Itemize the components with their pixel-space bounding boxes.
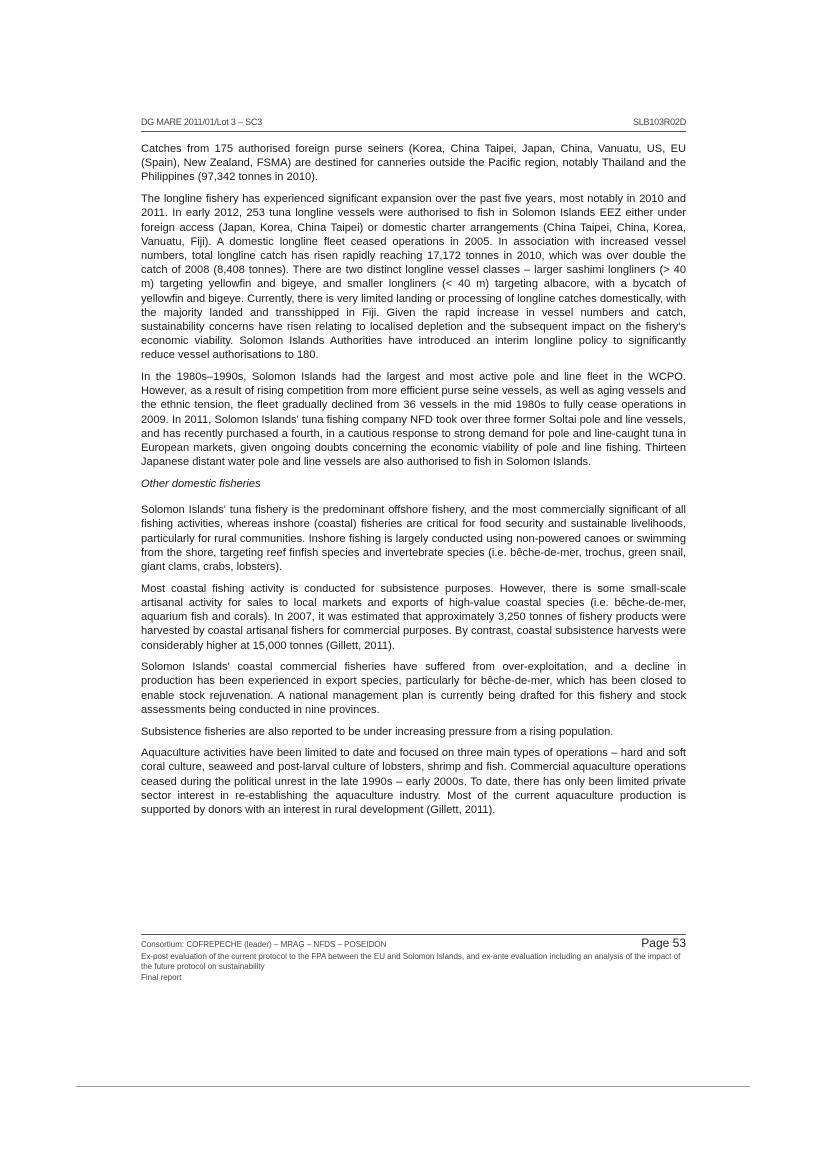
paragraph-subsistence: Subsistence fisheries are also reported to be under increasing pressure from a rising population. — [141, 725, 614, 738]
section-heading: Other domestic fisheries — [141, 477, 261, 490]
paragraph-purse-seine: Catches from 175 authorised foreign purse seiners (Korea, China Taipei, Japan, China, Vanuatu, US, EU (Spain), New Zealand, FSMA) are destined for canneries outside the Pacific region, notably Thailand and the Philippines (97,342 tonnes in 2010). — [141, 143, 686, 184]
page-bottom-divider — [76, 1086, 750, 1087]
paragraph-coastal-commercial: Solomon Islands' coastal commercial fisheries have suffered from over-exploitation, and a decline in production has been experienced in export species, particularly for bêche-de-mer, which has been closed to enable stock rejuvenation. A national management plan is currently being drafted for this fishery and stock assessments being conducted in nine provinces. — [141, 661, 686, 716]
page-footer — [141, 934, 686, 983]
page-number: Page 53 — [641, 936, 686, 950]
paragraph-inshore-fisheries: Solomon Islands' tuna fishery is the predominant offshore fishery, and the most commercially significant of all fishing activities, whereas inshore (coastal) fisheries are critical for food security and sustainable livelihoods, particularly for rural communities. Inshore fishing is largely conducted using non-powered canoes or swimming from the shore, targeting reef finfish species and invertebrate species (i.e. bêche-de-mer, trochus, green snail, giant clams, crabs, lobsters). — [141, 504, 686, 573]
paragraph-longline: The longline fishery has experienced significant expansion over the past five years, most notably in 2010 and 2011. In early 2012, 253 tuna longline vessels were authorised to fish in Solomon Islands EEZ either under foreign access (Japan, Korea, China Taipei) or domestic charter arrangements (China Taipei, China, Korea, Vanuatu, Fiji). A domestic longline fleet ceased operations in 2005. In association with increased vessel numbers, total longline catch has risen rapidly reaching 17,172 tonnes in 2010, which was over double the catch of 2008 (8,408 tonnes). There are two distinct longline vessel classes – larger sashimi longliners (> 40 m) targeting yellowfin and bigeye, and smaller longliners (< 40 m) targeting albacore, with a bycatch of yellowfin and bigeye. Currently, there is very limited landing or processing of longline catches domestically, with the majority landed and transshipped in Fiji. Given the rapid increase in vessel numbers and catch, sustainability concerns have risen relating to localised depletion and the subsequent impact on the fishery's economic viability. Solomon Islands Authorities have introduced an interim longline policy to significantly reduce vessel authorisations to 180. — [141, 193, 686, 362]
footer-report-type: Final report — [141, 973, 182, 982]
footer-consortium: Consortium: COFREPECHE (leader) – MRAG – NFDS – POSEIDON — [141, 940, 387, 949]
page-header — [141, 117, 686, 132]
footer-description: Ex-post evaluation of the current protocol to the FPA between the EU and Solomon Islands, and ex-ante evaluation including an analysis of the impact of the future protocol on sustainability — [141, 952, 681, 971]
paragraph-aquaculture: Aquaculture activities have been limited to date and focused on three main types of operations – hard and soft coral culture, seaweed and post-larval culture of lobsters, shrimp and fish. Commercial aquaculture operations ceased during the political unrest in the late 1990s – early 2000s. To date, there has only been limited private sector interest in re-establishing the aquaculture industry. Most of the current aquaculture production is supported by donors with an interest in rural development (Gillett, 2011). — [141, 747, 686, 817]
header-document-code: SLB103R02D — [632, 117, 686, 127]
paragraph-pole-and-line: In the 1980s–1990s, Solomon Islands had the largest and most active pole and line fleet in the WCPO. However, as a result of rising competition from more efficient purse seine vessels, as well as aging vessels and the ethnic tension, the fleet gradually declined from 36 vessels in the mid 1980s to fully cease operations in 2009. In 2011, Solomon Islands' tuna fishing company NFD took over three former Soltai pole and line vessels, and has recently purchased a fourth, in a cautious response to strong demand for pole and line-caught tuna in European markets, given ongoing doubts concerning the economic viability of pole and line fishing. Thirteen Japanese distant water pole and line vessels are also authorised to fish in Solomon Islands. — [141, 371, 686, 469]
paragraph-coastal-fishing: Most coastal fishing activity is conducted for subsistence purposes. However, there is some small-scale artisanal activity for sales to local markets and exports of high-value coastal species (i.e. bêche-de-mer, aquarium fish and corals). In 2007, it was estimated that approximately 3,250 tonnes of fishery products were harvested by coastal artisanal fishers for commercial purposes. By contrast, coastal subsistence harvests were considerably higher at 15,000 tonnes (Gillett, 2011). — [141, 582, 686, 652]
header-reference: DG MARE 2011/01/Lot 3 – SC3 — [141, 117, 262, 127]
document-body — [141, 142, 686, 825]
